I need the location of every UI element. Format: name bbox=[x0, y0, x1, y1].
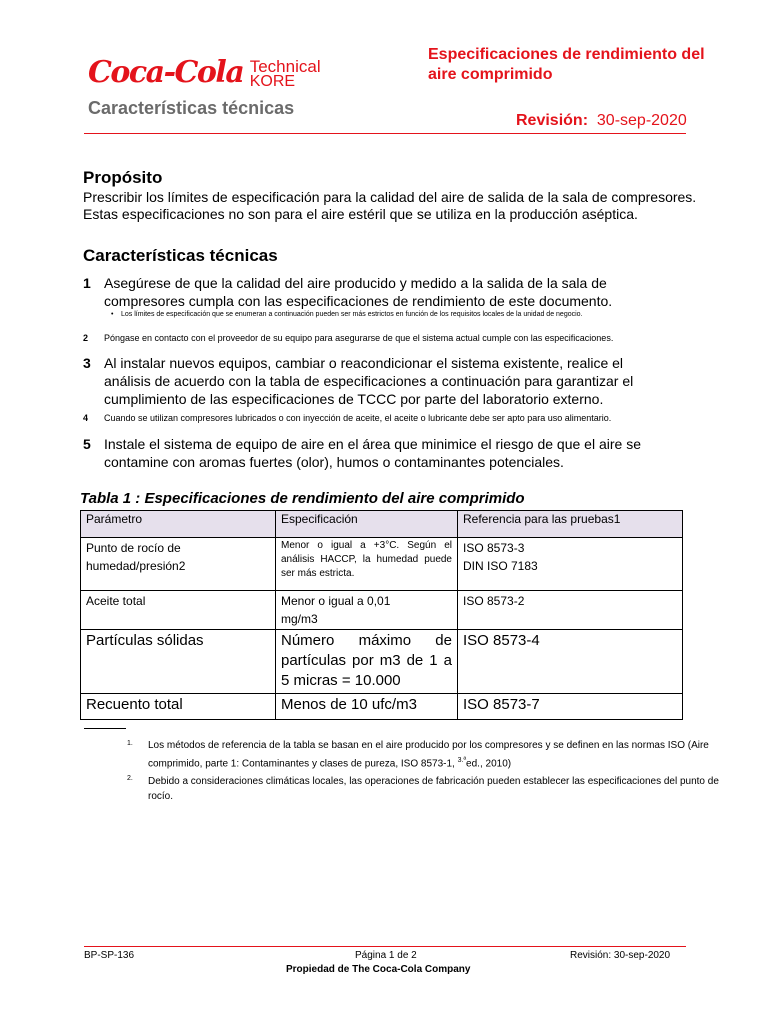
list-item bbox=[83, 354, 693, 408]
purpose-text: Prescribir los límites de especificación para la calidad del aire de salida de la sala de compresores. Estas especificaciones no son para el aire estéril que se utiliza en la producción aséptica. bbox=[83, 189, 697, 222]
footer-divider bbox=[84, 946, 686, 947]
logo-technical-text: Technical bbox=[249, 57, 321, 76]
reference-cell: ISO 8573-7 bbox=[458, 694, 683, 720]
logo-kore-text: KORE bbox=[249, 73, 296, 90]
spec-cell: Menor o igual a +3°C. Según el análisis HACCP, la humedad puede ser más estricta. bbox=[276, 538, 458, 591]
header-revision bbox=[516, 112, 687, 130]
column-header: Referencia para las pruebas1 bbox=[458, 511, 683, 538]
footer-revision: Revisión: 30-sep-2020 bbox=[570, 950, 671, 961]
table-row bbox=[81, 591, 683, 630]
specifications-table bbox=[80, 510, 683, 720]
reference-cell bbox=[458, 538, 683, 591]
list-item bbox=[83, 332, 693, 344]
footnote bbox=[148, 738, 733, 771]
header-divider bbox=[84, 133, 686, 134]
table-caption: Tabla 1 : Especificaciones de rendimiento del aire comprimido bbox=[80, 490, 525, 507]
table-row bbox=[81, 538, 683, 591]
spec-cell: Número máximo de partículas por m3 de 1 a 5 micras = 10.000 bbox=[276, 630, 458, 694]
column-header: Especificación bbox=[276, 511, 458, 538]
revision-date: 30-sep-2020 bbox=[596, 112, 687, 129]
item-text: Póngase en contacto con el proveedor de su equipo para asegurarse de que el sistema actual cumple con las especificaciones. bbox=[104, 333, 614, 343]
footer-property: Propiedad de The Coca-Cola Company bbox=[286, 964, 471, 975]
item-number: 1 bbox=[83, 275, 91, 291]
list-item bbox=[83, 435, 693, 471]
footnote-superscript: 3.ª bbox=[457, 757, 467, 764]
reference-line: DIN ISO 7183 bbox=[463, 559, 538, 573]
technical-kore-wordmark bbox=[250, 55, 321, 89]
spec-cell: Menos de 10 ufc/m3 bbox=[276, 694, 458, 720]
header-subtitle: Características técnicas bbox=[88, 98, 295, 118]
table-header-row bbox=[81, 511, 683, 538]
reference-cell: ISO 8573-2 bbox=[458, 591, 683, 630]
item-text: Asegúrese de que la calidad del aire producido y medido a la salida de la sala de compresores cumpla con las especificaciones de rendimiento de este documento. bbox=[104, 275, 613, 309]
list-item bbox=[83, 412, 693, 424]
table-row bbox=[81, 694, 683, 720]
param-cell: Recuento total bbox=[81, 694, 276, 720]
revision-label: Revisión: bbox=[516, 112, 589, 129]
item-number: 2 bbox=[83, 333, 89, 343]
document-title: Especificaciones de rendimiento del aire comprimido bbox=[428, 46, 705, 83]
column-header: Parámetro bbox=[81, 511, 276, 538]
item-text: Cuando se utilizan compresores lubricados o con inyección de aceite, el aceite o lubricante debe ser apto para uso alimentario. bbox=[104, 413, 612, 423]
table-row bbox=[81, 630, 683, 694]
footnote: Debido a consideraciones climáticas locales, las operaciones de fabricación pueden establecer las especificaciones del punto de rocío. bbox=[148, 776, 719, 802]
item-number: 5 bbox=[83, 436, 91, 452]
item-number: 4 bbox=[83, 413, 89, 423]
item-text: Al instalar nuevos equipos, cambiar o reacondicionar el sistema existente, realice el análisis de acuerdo con la tabla de especificaciones a continuación para garantizar el cumplimiento de las especificaciones de TCCC por parte del laboratorio externo. bbox=[104, 355, 634, 407]
spec-cell: Menor o igual a 0,01 mg/m3 bbox=[276, 591, 458, 630]
param-cell: Partículas sólidas bbox=[81, 630, 276, 694]
purpose-heading: Propósito bbox=[83, 168, 163, 187]
footnote-mark: 1. bbox=[127, 740, 133, 747]
reference-line: ISO 8573-3 bbox=[463, 541, 525, 555]
footer-page: Página 1 de 2 bbox=[355, 950, 417, 961]
reference-cell: ISO 8573-4 bbox=[458, 630, 683, 694]
footer-code: BP-SP-136 bbox=[84, 950, 135, 961]
param-cell: Aceite total bbox=[81, 591, 276, 630]
param-cell: Punto de rocío de humedad/presión2 bbox=[81, 538, 276, 591]
technical-heading: Características técnicas bbox=[83, 246, 278, 265]
footnote-divider bbox=[84, 728, 126, 729]
bullet-text: Los límites de especificación que se enumeran a continuación pueden ser más estrictos en función de los requisitos locales de la unidad de negocio. bbox=[121, 311, 583, 318]
footnote-text: Los métodos de referencia de la tabla se basan en el aire producido por los compresores y se definen en las normas ISO (Aire comprimido, parte 1: Contaminantes y clases de pureza, ISO 8573-1, bbox=[148, 740, 709, 770]
list-item bbox=[83, 274, 693, 319]
footnote-text: ed., 2010) bbox=[466, 758, 512, 770]
coca-cola-script-logo: Coca-Cola bbox=[88, 55, 244, 90]
item-number: 3 bbox=[83, 355, 91, 371]
item-bullet bbox=[111, 310, 693, 319]
item-text: Instale el sistema de equipo de aire en el área que minimice el riesgo de que el aire se contamine con aromas fuertes (olor), humos o contaminantes potenciales. bbox=[104, 436, 641, 470]
footnote-mark: 2. bbox=[127, 775, 133, 782]
coca-cola-technical-kore-logo bbox=[88, 55, 321, 91]
bullet-icon: • bbox=[111, 311, 114, 318]
